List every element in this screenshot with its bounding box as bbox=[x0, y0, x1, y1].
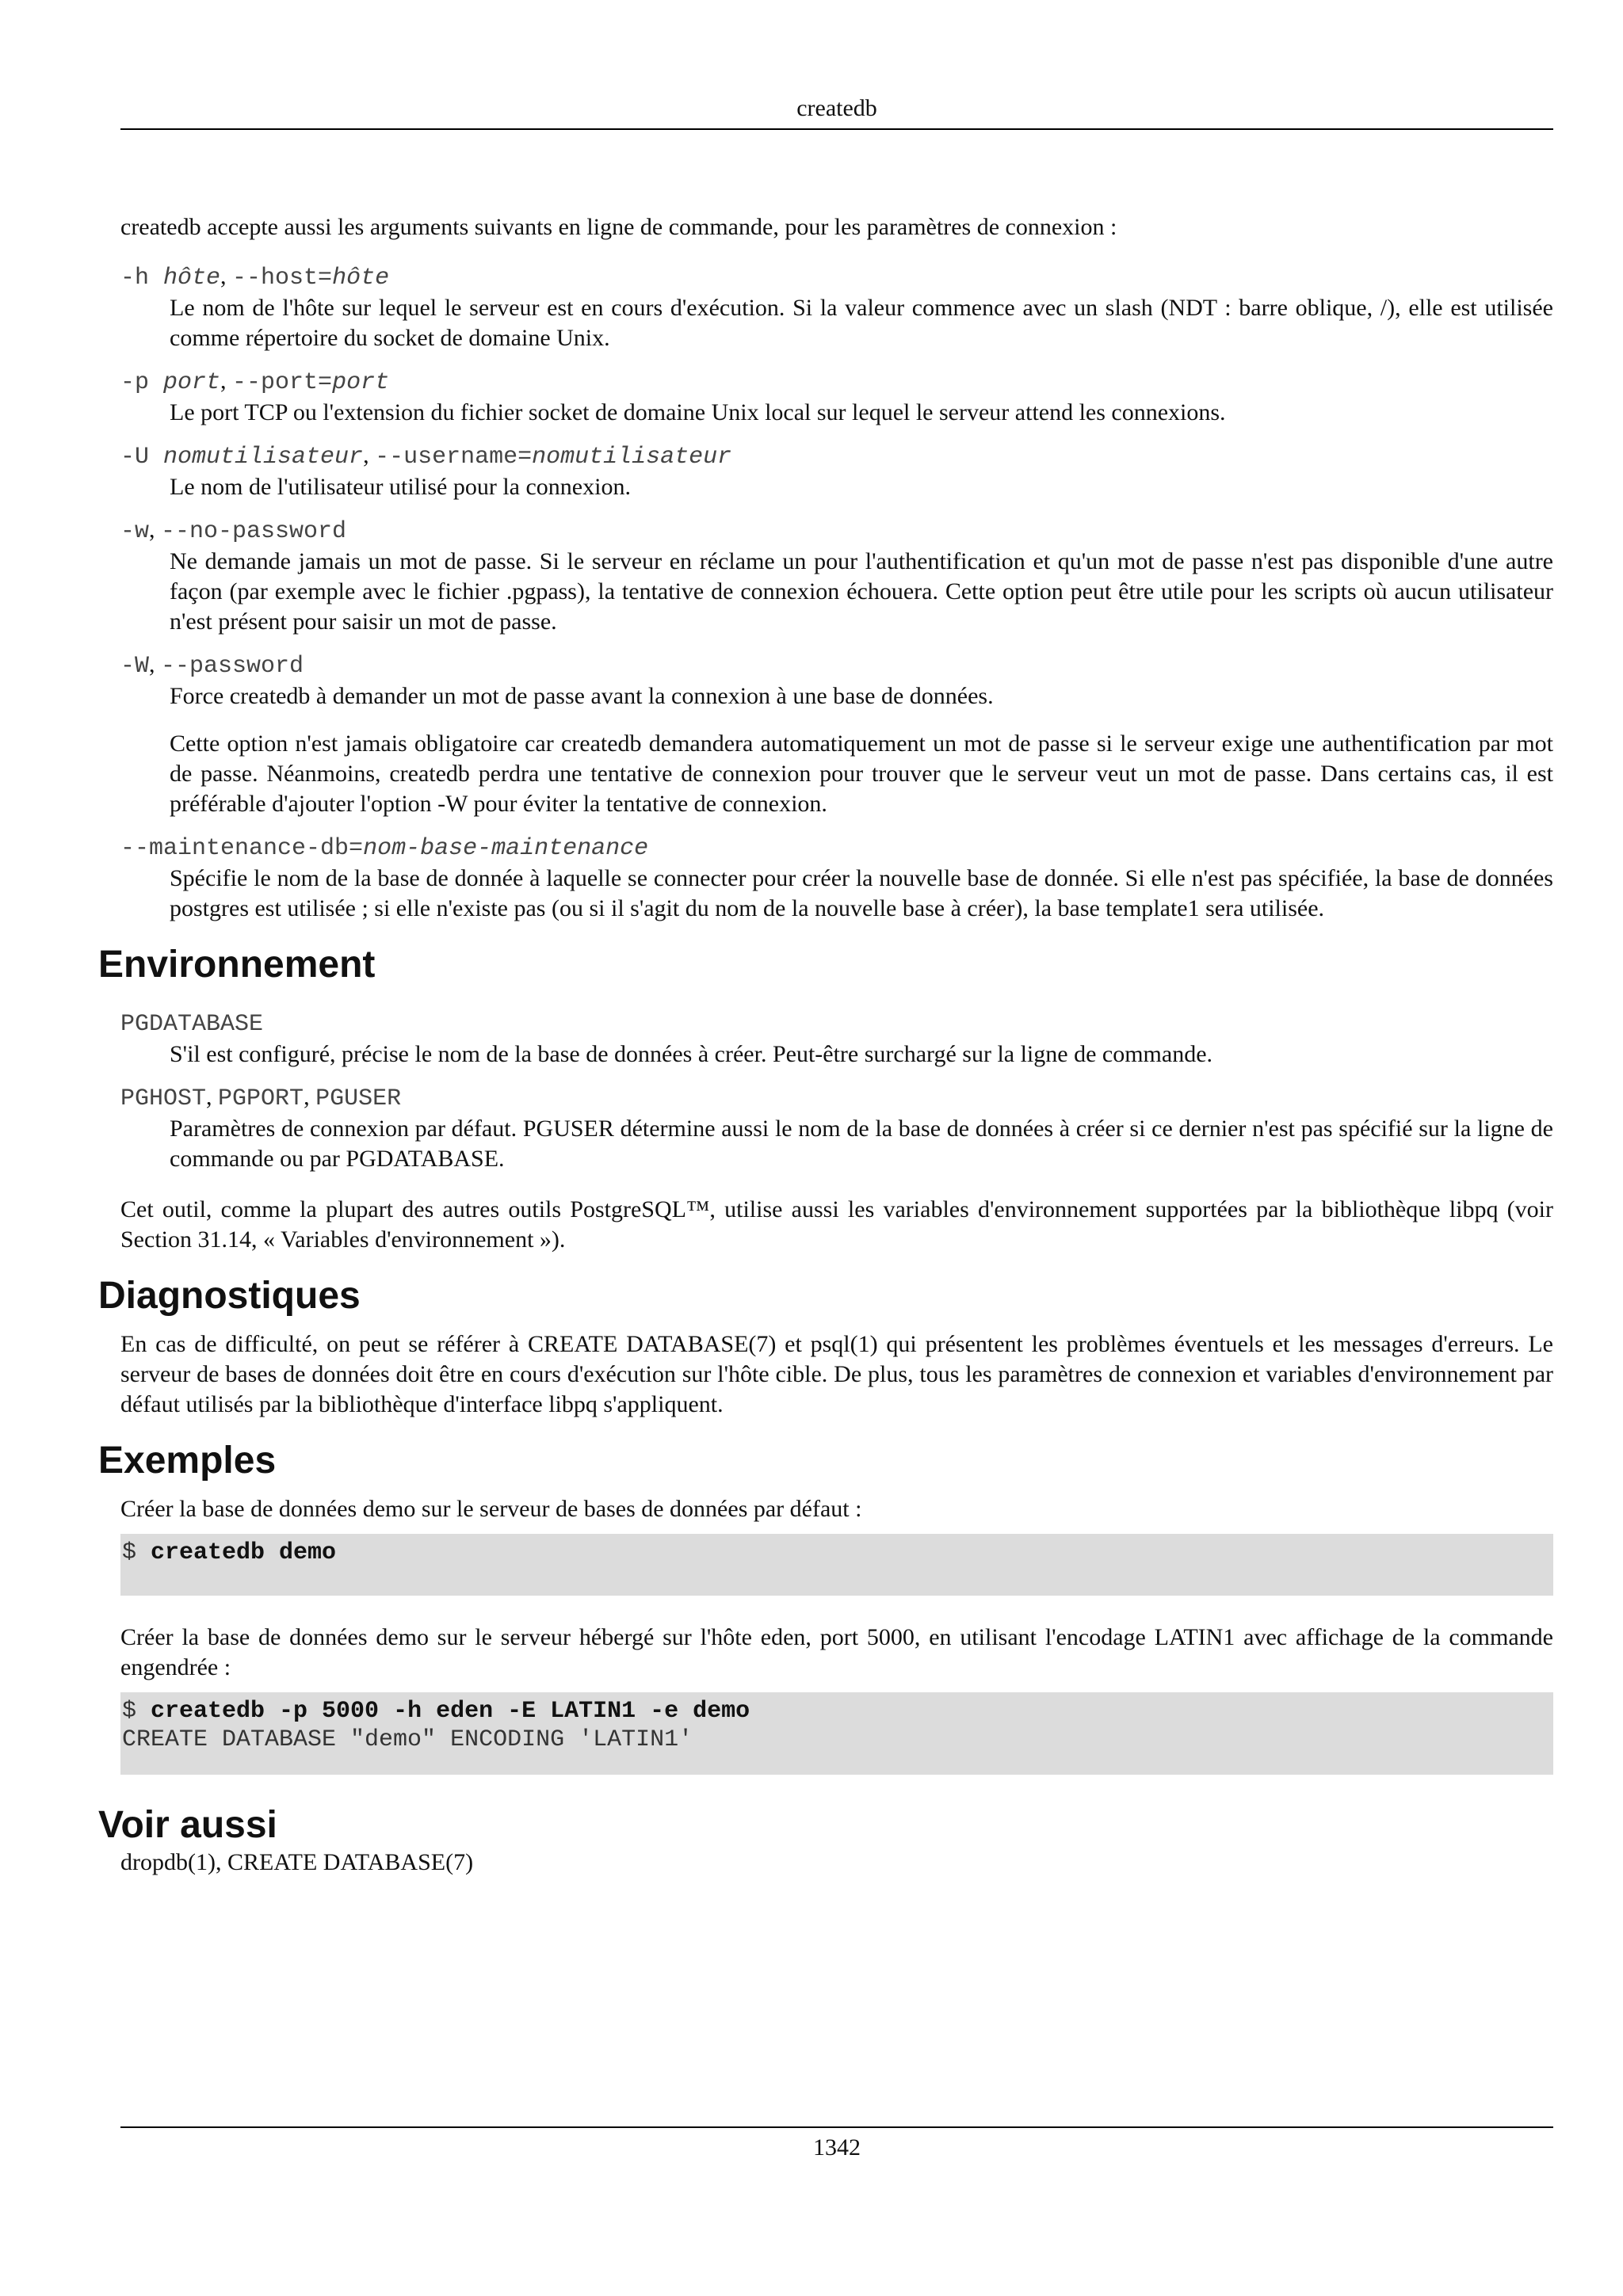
see-also-text: dropdb(1), CREATE DATABASE(7) bbox=[120, 1849, 474, 1875]
option-term-part: port bbox=[332, 369, 390, 396]
command: createdb -p 5000 -h eden -E LATIN1 -e demo bbox=[151, 1698, 750, 1725]
header-rule bbox=[120, 128, 1553, 130]
option-description: Cette option n'est jamais obligatoire car createdb demandera automatiquement un mot de passe si le serveur exige une authentification par mot de passe. Néanmoins, createdb perdra une tentative de connexion pour trouver que le serveur veut un mot de passe. Dans certains cas, il est préférable d'ajouter l'option -W pour éviter la tentative de connexion. bbox=[170, 730, 1553, 817]
page-header: createdb bbox=[796, 95, 877, 121]
section-heading-environment: Environnement bbox=[98, 944, 376, 986]
example-1-text: Créer la base de données demo sur le serveur de bases de données par défaut : bbox=[120, 1496, 862, 1522]
page-number: 1342 bbox=[813, 2134, 861, 2161]
example-2-text: Créer la base de données demo sur le serveur hébergé sur l'hôte eden, port 5000, en utilisant l'encodage LATIN1 avec affichage de la commande engendrée : bbox=[120, 1624, 1553, 1680]
section-heading-examples: Exemples bbox=[98, 1440, 277, 1482]
page-content bbox=[98, 212, 1553, 1878]
environment-note: Cet outil, comme la plupart des autres outils PostgreSQL™, utilise aussi les variables d'environnement supportées par la bibliothèque libpq (voir Section 31.14, « Variables d'environnement »). bbox=[120, 1196, 1553, 1253]
option-term-part: , bbox=[220, 263, 233, 289]
option-term-part: -p bbox=[120, 369, 164, 396]
option-term-part: -h bbox=[120, 265, 164, 292]
env-variable-part: PGPORT bbox=[218, 1085, 304, 1112]
option-term-part: nomutilisateur bbox=[163, 444, 364, 471]
option-term bbox=[120, 441, 1553, 472]
section-diagnostics bbox=[98, 1274, 1553, 1420]
option-term-part: nom-base-maintenance bbox=[363, 835, 649, 862]
section-heading-diagnostics: Diagnostiques bbox=[98, 1275, 361, 1317]
env-variable-part: PGDATABASE bbox=[120, 1011, 264, 1038]
option-term bbox=[120, 261, 1553, 293]
example-1-code-block bbox=[120, 1534, 1553, 1596]
option-term-part: , bbox=[149, 517, 162, 543]
option-term-part: --maintenance-db= bbox=[120, 835, 364, 862]
section-see-also bbox=[98, 1803, 1553, 1878]
option-description: Le port TCP ou l'extension du fichier socket de domaine Unix local sur lequel le serveur attend les connexions. bbox=[170, 399, 1226, 425]
option-term-part: --no-password bbox=[161, 518, 347, 545]
option-description: Spécifie le nom de la base de donnée à laquelle se connecter pour créer la nouvelle base de donnée. Si elle n'est pas spécifiée, la base de données postgres est utilisée ; si elle n'existe pas (ou si il s'agit du nom de la nouvelle base à créer), la base template1 sera utilisée. bbox=[170, 865, 1553, 921]
option-description: Ne demande jamais un mot de passe. Si le serveur en réclame un pour l'authentification et qu'un mot de passe n'est pas disponible d'une autre façon (par exemple avec le fichier .pgpass), la tentative de connexion échouera. Cette option peut être utile pour les scripts où aucun utilisateur n'est présent pour saisir un mot de passe. bbox=[170, 548, 1553, 635]
env-variable-description: Paramètres de connexion par défaut. PGUSER détermine aussi le nom de la base de données à créer si ce dernier n'est pas spécifié sur la ligne de commande ou par PGDATABASE. bbox=[170, 1116, 1553, 1172]
option-description: Le nom de l'utilisateur utilisé pour la connexion. bbox=[170, 474, 631, 500]
option-term-part: --username= bbox=[375, 444, 533, 471]
option-term bbox=[120, 515, 1553, 547]
intro-paragraph: createdb accepte aussi les arguments suivants en ligne de commande, pour les paramètres de connexion : bbox=[120, 214, 1117, 240]
example-2-code-block bbox=[120, 1692, 1553, 1775]
option-term bbox=[120, 832, 1553, 864]
option-term-part: -U bbox=[120, 444, 164, 471]
option-term-part: , bbox=[363, 442, 376, 468]
option-term-part: nomutilisateur bbox=[532, 444, 732, 471]
prompt: $ bbox=[122, 1698, 151, 1725]
env-variable-description: S'il est configuré, précise le nom de la base de données à créer. Peut-être surchargé sur la ligne de commande. bbox=[170, 1041, 1213, 1067]
option-term-part: , bbox=[149, 651, 162, 677]
prompt: $ bbox=[122, 1539, 151, 1566]
section-examples bbox=[98, 1439, 1553, 1775]
option-description: Le nom de l'hôte sur lequel le serveur est en cours d'exécution. Si la valeur commence avec un slash (NDT : barre oblique, /), elle est utilisée comme répertoire du socket de domaine Unix. bbox=[170, 295, 1553, 351]
diagnostics-paragraph: En cas de difficulté, on peut se référer à CREATE DATABASE(7) et psql(1) qui présentent les problèmes éventuels et les messages d'erreurs. Le serveur de bases de données doit être en cours d'exécution sur l'hôte cible. De plus, tous les paramètres de connexion et variables d'environnement par défaut utilisés par la bibliothèque d'interface libpq s'appliquent. bbox=[120, 1331, 1553, 1417]
footer-rule bbox=[120, 2126, 1553, 2128]
option-description: Force createdb à demander un mot de passe avant la connexion à une base de données. bbox=[170, 683, 994, 709]
environment-variables-list bbox=[120, 1008, 1553, 1174]
option-term bbox=[120, 650, 1553, 681]
command: createdb demo bbox=[151, 1539, 337, 1566]
env-variable-part: , bbox=[304, 1084, 316, 1110]
command-output: CREATE DATABASE "demo" ENCODING 'LATIN1' bbox=[122, 1726, 693, 1753]
section-environment bbox=[98, 943, 1553, 1255]
option-term-part: --host= bbox=[232, 265, 333, 292]
env-variable-term bbox=[120, 1082, 1553, 1114]
env-variable-term bbox=[120, 1008, 1553, 1039]
option-term-part: --port= bbox=[232, 369, 333, 396]
env-variable-part: PGUSER bbox=[315, 1085, 402, 1112]
option-term-part: hôte bbox=[332, 265, 390, 292]
env-variable-part: PGHOST bbox=[120, 1085, 207, 1112]
option-term-part: port bbox=[163, 369, 221, 396]
option-term-part: hôte bbox=[163, 265, 221, 292]
option-term bbox=[120, 366, 1553, 398]
section-heading-see-also: Voir aussi bbox=[98, 1804, 277, 1846]
option-term-part: --password bbox=[161, 653, 304, 680]
env-variable-part: , bbox=[206, 1084, 219, 1110]
connection-options-list bbox=[120, 261, 1553, 924]
option-term-part: -W bbox=[120, 653, 150, 680]
option-term-part: , bbox=[220, 368, 233, 394]
option-term-part: -w bbox=[120, 518, 150, 545]
